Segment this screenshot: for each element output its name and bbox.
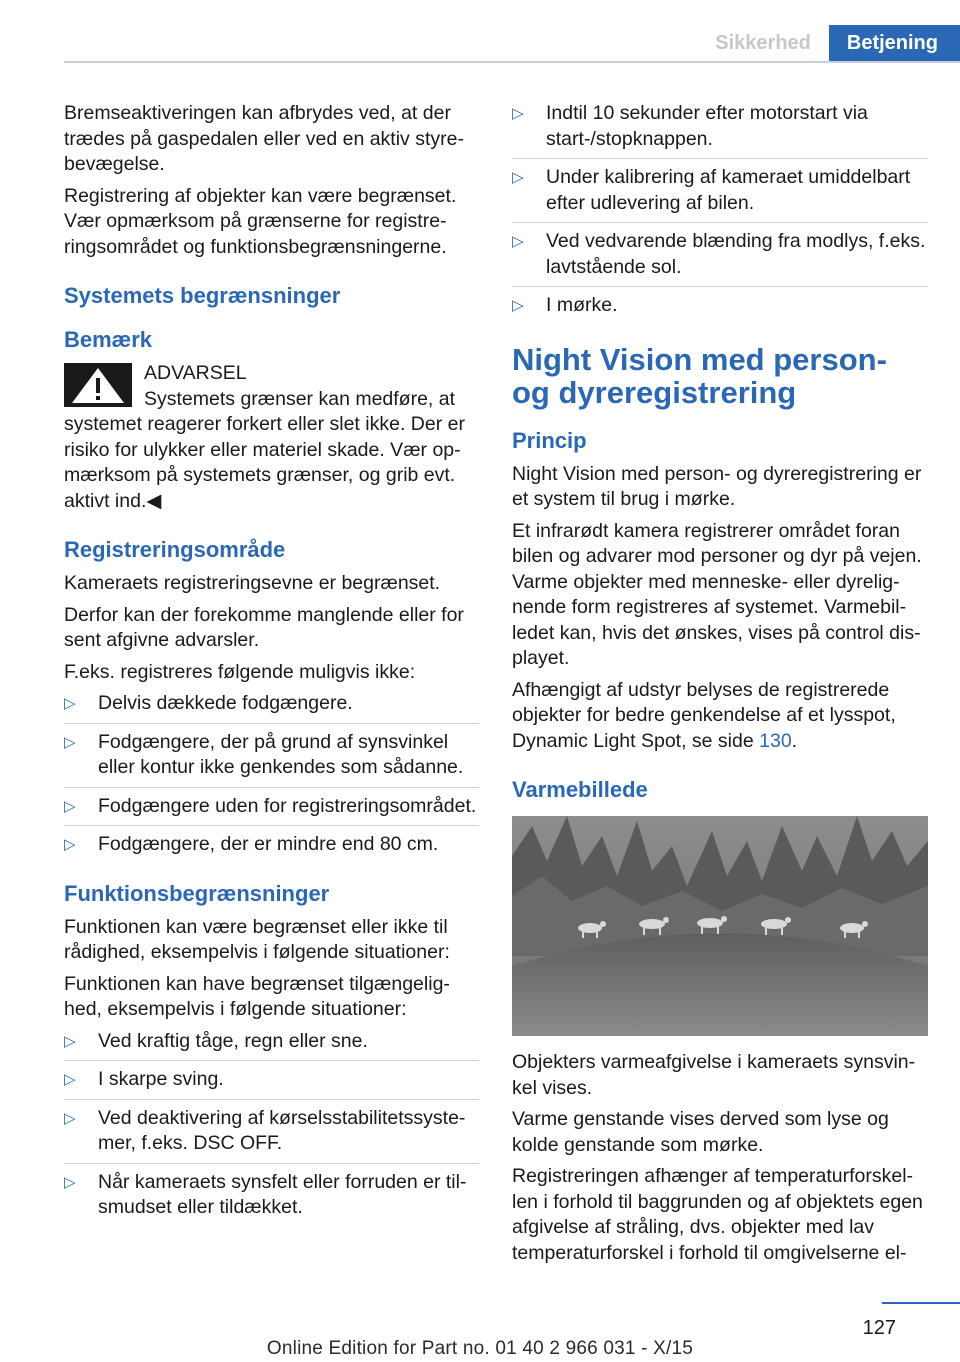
bullet-icon: ▷: [64, 695, 76, 712]
bullet-icon: ▷: [512, 105, 524, 122]
bullet-icon: ▷: [512, 233, 524, 250]
paragraph: Night Vision med person- og dyreregistrering er et system til brug i mørke.: [512, 462, 922, 510]
list-item: ▷ I mørke.: [512, 293, 928, 319]
paragraph: Registreringen afhænger af temperaturforskellen i forhold til baggrunden og af objektets egen afgivelse af stråling, dvs. objekter med lav temperaturforskel i forhold til omgivelserne el-: [512, 1165, 923, 1264]
list-item: ▷ Fodgængere, der på grund af synsvinkel eller kontur ikke genkendes som sådanne.: [64, 730, 479, 788]
right-column: [512, 101, 928, 1272]
header-rule: [64, 61, 960, 63]
heading-system-limits: Systemets begrænsninger: [64, 283, 341, 308]
list-item: ▷ Ved deaktivering af kørselsstabilitetssystemer, f.eks. DSC OFF.: [64, 1106, 479, 1164]
list-item: ▷ Når kameraets synsfelt eller forruden er tilsmudset eller tildækket.: [64, 1170, 467, 1218]
edition-footer: Online Edition for Part no. 01 40 2 966 031 - X/15: [266, 1338, 694, 1359]
list-item: ▷ I skarpe sving.: [64, 1067, 479, 1100]
bullet-icon: ▷: [64, 797, 76, 815]
warning-text: Systemets grænser kan medføre, at systemet reagerer forkert eller slet ikke. Der er risiko for ulykker eller materiel skade. Vær opmærksom på systemets grænser, og grib evt. aktivt ind.◀: [64, 387, 465, 512]
bullet-icon: ▷: [64, 1109, 76, 1127]
list-item: ▷ Indtil 10 sekunder efter motorstart via start-/stopknappen.: [512, 101, 928, 159]
tab-betjening[interactable]: Betjening: [829, 25, 960, 62]
page-reference-link[interactable]: 130: [759, 729, 792, 752]
heading-detection-area: Registreringsområde: [64, 537, 286, 562]
heading-note: Bemærk: [64, 327, 153, 352]
tab-sikkerhed[interactable]: Sikkerhed: [697, 25, 829, 62]
warning-title: ADVARSEL: [144, 362, 247, 384]
list-item: ▷ Fodgængere uden for registreringsområdet.: [64, 794, 479, 827]
list-item: ▷ Ved vedvarende blænding fra modlys, f.eks. lavtstående sol.: [512, 229, 928, 287]
function-list: [64, 1029, 479, 1221]
heading-principle: Princip: [512, 427, 587, 453]
thermal-image-illustration: [512, 816, 928, 1036]
conditions-list: [512, 101, 928, 319]
bullet-icon: ▷: [64, 1173, 76, 1191]
paragraph: Funktionen kan være begrænset eller ikke til rådighed, eksempelvis i følgende situationer:: [64, 915, 450, 963]
detection-list: [64, 691, 479, 858]
paragraph: Afhængigt af udstyr belyses de registrerede objekter for bedre genkendelse af et lysspot, Dynamic Light Spot, se side 130.: [512, 678, 896, 752]
paragraph: Kameraets registreringsevne er begrænset.: [64, 572, 441, 594]
bullet-icon: ▷: [64, 1071, 76, 1088]
page-number: 127: [862, 1317, 896, 1339]
paragraph: Objekters varmeafgivelse i kameraets synsvinkel vises.: [512, 1051, 916, 1099]
paragraph: Varme genstande vises derved som lyse og kolde genstande som mørke.: [512, 1108, 889, 1156]
bullet-icon: ▷: [512, 297, 524, 314]
heading-function-limits: Funktionsbegrænsninger: [64, 880, 330, 906]
warning-box: [64, 361, 479, 514]
list-item: ▷ Ved kraftig tåge, regn eller sne.: [64, 1029, 479, 1062]
bullet-icon: ▷: [512, 169, 524, 186]
paragraph: Registrering af objekter kan være begrænset. Vær opmærksom på grænserne for registreringsområdet og funktionsbegrænsningerne.: [64, 184, 457, 258]
list-item: ▷ Fodgængere, der er mindre end 80 cm.: [64, 832, 479, 858]
paragraph: Bremseaktiveringen kan afbrydes ved, at der trædes på gaspedalen eller ved en aktiv styrebevægelse.: [64, 102, 464, 175]
paragraph: F.eks. registreres følgende muligvis ikke:: [64, 660, 416, 683]
heading-thermal-image: Varmebillede: [512, 777, 648, 802]
list-item: ▷ Under kalibrering af kameraet umiddelbart efter udlevering af bilen.: [512, 165, 928, 223]
left-column: [64, 101, 479, 1227]
heading-night-vision: Night Vision med person- og dyreregistrering: [512, 341, 887, 410]
paragraph: Derfor kan der forekomme manglende eller for sent afgivne advarsler.: [64, 603, 464, 651]
footer-rule: [882, 1302, 960, 1304]
paragraph: Funktionen kan have begrænset tilgængelighed, eksempelvis i følgende situationer:: [64, 972, 450, 1020]
section-tabs: [697, 25, 960, 62]
warning-triangle-icon: [64, 363, 132, 407]
paragraph: Et infrarødt kamera registrerer området foran bilen og advarer mod personer og dyr på vejen. Varme objekter med menneske- eller dyrelignende form registreres af systemet. Varmebilledet kan, hvis det ønskes, vises på control displayet.: [512, 519, 922, 669]
bullet-icon: ▷: [64, 836, 76, 853]
bullet-icon: ▷: [64, 1032, 76, 1050]
bullet-icon: ▷: [64, 733, 76, 751]
list-item: ▷ Delvis dækkede fodgængere.: [64, 691, 479, 724]
